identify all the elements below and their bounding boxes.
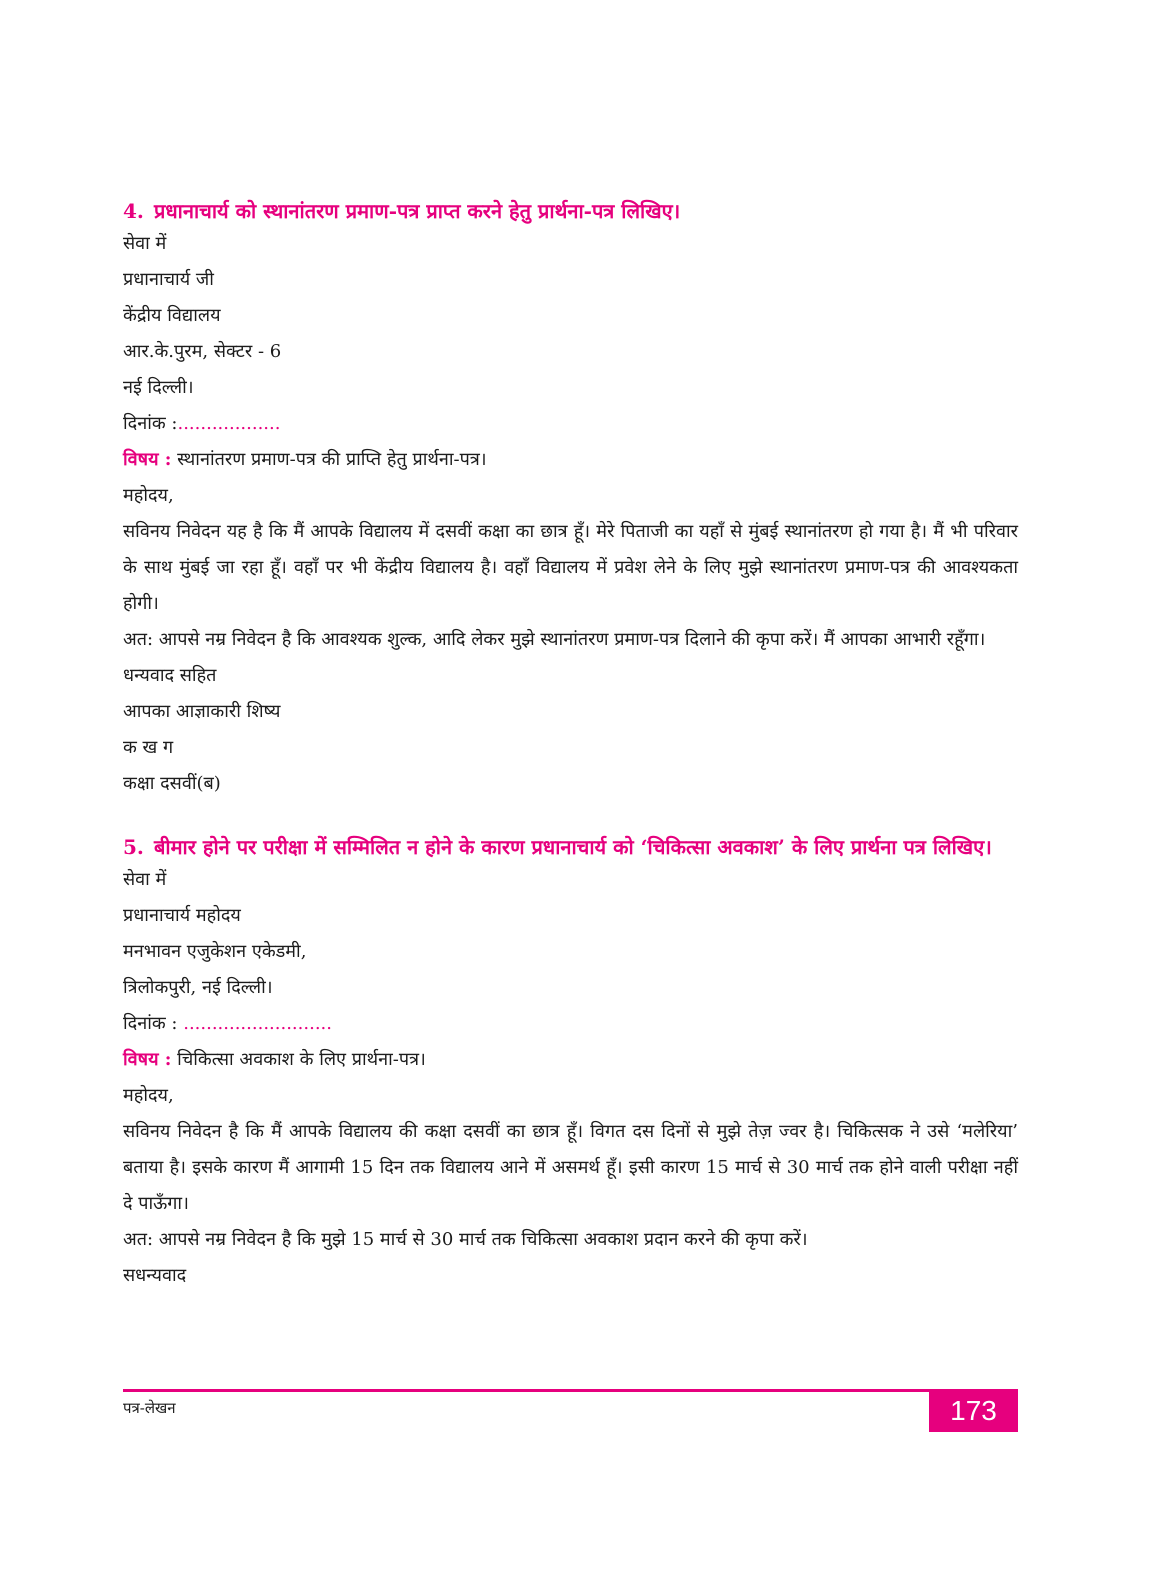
closing-line: क ख ग: [123, 737, 174, 758]
subject-line: [123, 442, 1018, 478]
address-line: मनभावन एजुकेशन एकेडमी,: [123, 941, 307, 962]
footer-section-title: पत्र-लेखन: [123, 1399, 176, 1417]
date-placeholder: ..................: [177, 413, 281, 434]
question-text: बीमार होने पर परीक्षा में सम्मिलित न होने के कारण प्रधानाचार्य को ‘चिकित्सा अवकाश’ के लिए प्रार्थना पत्र लिखिए।: [154, 835, 992, 859]
subject-label: विषय :: [123, 1049, 172, 1070]
date-placeholder: ..........................: [183, 1013, 332, 1034]
salutation: महोदय,: [123, 1085, 174, 1106]
date-label: दिनांक :: [123, 1013, 184, 1034]
body-paragraph: सविनय निवेदन है कि मैं आपके विद्यालय की कक्षा दसवीं का छात्र हूँ। विगत दस दिनों से मुझे तेज़ ज्वर है। चिकित्सक ने उसे ‘मलेरिया’ बताया है। इसके कारण मैं आगामी 15 दिन तक विद्यालय आने में असमर्थ हूँ। इसी कारण 15 मार्च से 30 मार्च तक होने वाली परीक्षा नहीं दे पाऊँगा।: [123, 1121, 1018, 1214]
question-number: 5.: [123, 835, 144, 859]
address-line: प्रधानाचार्य महोदय: [123, 905, 241, 926]
page-content: [123, 196, 1018, 1294]
salutation: महोदय,: [123, 485, 174, 506]
address-line: केंद्रीय विद्यालय: [123, 305, 221, 326]
letter-4: [123, 196, 1018, 802]
footer-divider: [123, 1389, 1018, 1392]
subject-label: विषय :: [123, 449, 172, 470]
question-number: 4.: [123, 199, 144, 223]
date-label: दिनांक :: [123, 413, 178, 434]
closing-line: धन्यवाद सहित: [123, 665, 217, 686]
closing-line: सधन्यवाद: [123, 1265, 187, 1286]
body-paragraph: अत: आपसे नम्र निवेदन है कि मुझे 15 मार्च से 30 मार्च तक चिकित्सा अवकाश प्रदान करने की कृपा करें।: [123, 1229, 808, 1250]
question-heading: [123, 832, 1018, 862]
page-number: 173: [929, 1390, 1018, 1432]
subject-text: स्थानांतरण प्रमाण-पत्र की प्राप्ति हेतु प्रार्थना-पत्र।: [171, 449, 487, 470]
question-text: प्रधानाचार्य को स्थानांतरण प्रमाण-पत्र प्राप्त करने हेतु प्रार्थना-पत्र लिखिए।: [154, 199, 681, 223]
address-line: प्रधानाचार्य जी: [123, 269, 214, 290]
section-gap: [123, 802, 1018, 832]
question-heading: [123, 196, 1018, 226]
subject-text: चिकित्सा अवकाश के लिए प्रार्थना-पत्र।: [171, 1049, 426, 1070]
body-paragraph: सविनय निवेदन यह है कि मैं आपके विद्यालय में दसवीं कक्षा का छात्र हूँ। मेरे पिताजी का यहाँ से मुंबई स्थानांतरण हो गया है। मैं भी परिवार के साथ मुंबई जा रहा हूँ। वहाँ पर भी केंद्रीय विद्यालय है। वहाँ विद्यालय में प्रवेश लेने के लिए मुझे स्थानांतरण प्रमाण-पत्र की आवश्यकता होगी।: [123, 521, 1018, 614]
address-line: सेवा में: [123, 869, 167, 890]
closing-line: कक्षा दसवीं(ब): [123, 773, 221, 794]
date-line: [123, 406, 1018, 442]
body-paragraph: अत: आपसे नम्र निवेदन है कि आवश्यक शुल्क, आदि लेकर मुझे स्थानांतरण प्रमाण-पत्र दिलाने की कृपा करें। मैं आपका आभारी रहूँगा।: [123, 629, 986, 650]
subject-line: [123, 1042, 1018, 1078]
address-line: त्रिलोकपुरी, नई दिल्ली।: [123, 977, 273, 998]
address-line: आर.के.पुरम, सेक्टर - 6: [123, 341, 282, 362]
address-line: नई दिल्ली।: [123, 377, 194, 398]
address-line: सेवा में: [123, 233, 167, 254]
date-line: [123, 1006, 1018, 1042]
closing-line: आपका आज्ञाकारी शिष्य: [123, 701, 281, 722]
letter-5: [123, 832, 1018, 1294]
